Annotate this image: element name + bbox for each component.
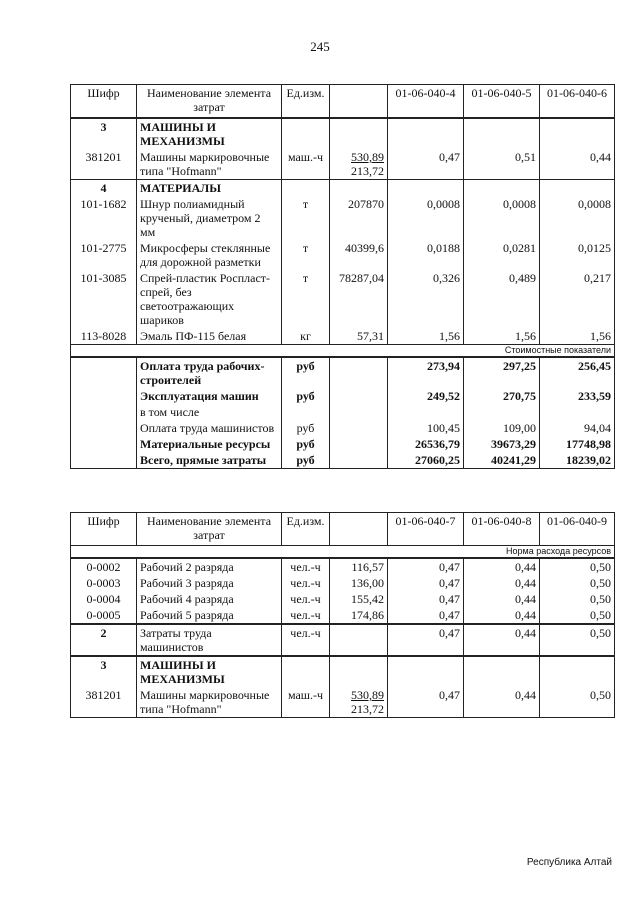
section-title: МАШИНЫ И МЕХАНИЗМЫ <box>137 656 282 687</box>
row-value-1: 0,47 <box>388 149 464 180</box>
row-value-2: 0,44 <box>464 558 540 575</box>
table-row <box>71 149 615 180</box>
row-name: Машины маркировочные типа "Hofmann" <box>137 149 282 180</box>
resource-table-1 <box>70 84 615 469</box>
row-name: Рабочий 2 разряда <box>137 558 282 575</box>
row-price: 136,00 <box>330 575 388 591</box>
resource-norm-label: Норма расхода ресурсов <box>71 546 615 559</box>
row-value-3: 0,50 <box>540 687 615 718</box>
row-value-2: 0,44 <box>464 575 540 591</box>
summary-name: Всего, прямые затраты <box>137 452 282 469</box>
row-name: Шнур полиамидный крученый, диаметром 2 мм <box>137 196 282 240</box>
table-row <box>71 607 615 624</box>
summary-value-2: 39673,29 <box>464 436 540 452</box>
row-unit: чел.-ч <box>282 591 330 607</box>
row-value-3: 0,50 <box>540 607 615 624</box>
row-value-1: 0,47 <box>388 575 464 591</box>
section-row <box>71 180 615 197</box>
row-name: Затраты труда машинистов <box>137 624 282 656</box>
summary-unit: руб <box>282 420 330 436</box>
row-code: 0-0003 <box>71 575 137 591</box>
section-title: МАТЕРИАЛЫ <box>137 180 282 197</box>
row-unit: кг <box>282 328 330 345</box>
header-unit: Ед.изм. <box>282 513 330 546</box>
summary-unit: руб <box>282 357 330 388</box>
header-col-2: 01-06-040-5 <box>464 85 540 119</box>
row-code: 101-3085 <box>71 270 137 328</box>
section-number: 3 <box>71 118 137 149</box>
summary-value-1: 100,45 <box>388 420 464 436</box>
cost-indicators-label: Стоимостные показатели <box>71 345 615 358</box>
row-price <box>330 687 388 718</box>
row-name: Рабочий 4 разряда <box>137 591 282 607</box>
row-code: 113-8028 <box>71 328 137 345</box>
summary-value-2: 270,75 <box>464 388 540 404</box>
row-code: 381201 <box>71 149 137 180</box>
table-header-row <box>71 85 615 119</box>
row-value-1: 0,47 <box>388 591 464 607</box>
row-value-2: 1,56 <box>464 328 540 345</box>
row-value-3: 1,56 <box>540 328 615 345</box>
row-price: 174,86 <box>330 607 388 624</box>
summary-value-1: 249,52 <box>388 388 464 404</box>
row-value-3: 0,50 <box>540 575 615 591</box>
summary-value-3: 18239,02 <box>540 452 615 469</box>
row-value-1: 0,326 <box>388 270 464 328</box>
row-value-1: 0,47 <box>388 624 464 656</box>
summary-unit: руб <box>282 452 330 469</box>
summary-unit: руб <box>282 436 330 452</box>
row-code: 0-0005 <box>71 607 137 624</box>
header-price <box>330 513 388 546</box>
section-number: 3 <box>71 656 137 687</box>
row-value-1: 0,47 <box>388 607 464 624</box>
summary-name: в том числе <box>137 404 282 420</box>
summary-row <box>71 404 615 420</box>
row-name: Эмаль ПФ-115 белая <box>137 328 282 345</box>
row-name: Спрей-пластик Роспласт-спрей, без светоотражающих шариков <box>137 270 282 328</box>
summary-row <box>71 357 615 388</box>
row-value-2: 0,489 <box>464 270 540 328</box>
row-code: 0-0002 <box>71 558 137 575</box>
row-unit: т <box>282 270 330 328</box>
table-row <box>71 575 615 591</box>
row-value-2: 0,51 <box>464 149 540 180</box>
summary-value-3: 256,45 <box>540 357 615 388</box>
row-price <box>330 149 388 180</box>
footer-region: Республика Алтай <box>526 857 612 868</box>
row-code: 2 <box>71 624 137 656</box>
row-value-3: 0,217 <box>540 270 615 328</box>
summary-unit: руб <box>282 388 330 404</box>
summary-value-1: 26536,79 <box>388 436 464 452</box>
row-value-1: 0,0008 <box>388 196 464 240</box>
row-value-3: 0,0125 <box>540 240 615 270</box>
row-price: 78287,04 <box>330 270 388 328</box>
row-name: Рабочий 3 разряда <box>137 575 282 591</box>
summary-value-2: 109,00 <box>464 420 540 436</box>
row-unit: чел.-ч <box>282 607 330 624</box>
table-row <box>71 270 615 328</box>
summary-row <box>71 452 615 469</box>
row-value-3: 0,50 <box>540 558 615 575</box>
row-value-2: 0,0281 <box>464 240 540 270</box>
summary-name: Эксплуатация машин <box>137 388 282 404</box>
row-value-1: 1,56 <box>388 328 464 345</box>
resource-table-2 <box>70 512 615 718</box>
row-price: 116,57 <box>330 558 388 575</box>
header-col-1: 01-06-040-4 <box>388 85 464 119</box>
row-unit: чел.-ч <box>282 575 330 591</box>
table-row <box>71 687 615 718</box>
row-price: 40399,6 <box>330 240 388 270</box>
summary-value-1: 273,94 <box>388 357 464 388</box>
subheader-row <box>71 345 615 358</box>
row-code: 101-1682 <box>71 196 137 240</box>
row-name: Рабочий 5 разряда <box>137 607 282 624</box>
header-col-1: 01-06-040-7 <box>388 513 464 546</box>
subheader-row <box>71 546 615 559</box>
header-name: Наименование элемента затрат <box>137 85 282 119</box>
row-value-1: 0,0188 <box>388 240 464 270</box>
row-unit: т <box>282 196 330 240</box>
row-price: 155,42 <box>330 591 388 607</box>
page-number: 245 <box>310 39 330 54</box>
summary-name: Оплата труда рабочих-строителей <box>137 357 282 388</box>
table-row <box>71 591 615 607</box>
row-price-top: 530,89 <box>351 150 384 164</box>
table-row <box>71 624 615 656</box>
table-row <box>71 196 615 240</box>
row-value-2: 0,44 <box>464 624 540 656</box>
row-value-3: 0,44 <box>540 149 615 180</box>
row-price-bottom: 213,72 <box>351 702 384 716</box>
header-code: Шифр <box>71 513 137 546</box>
row-price: 57,31 <box>330 328 388 345</box>
header-unit: Ед.изм. <box>282 85 330 119</box>
row-code: 101-2775 <box>71 240 137 270</box>
summary-name: Материальные ресурсы <box>137 436 282 452</box>
header-col-3: 01-06-040-6 <box>540 85 615 119</box>
row-value-2: 0,44 <box>464 607 540 624</box>
header-col-3: 01-06-040-9 <box>540 513 615 546</box>
row-unit: маш.-ч <box>282 687 330 718</box>
row-value-3: 0,50 <box>540 591 615 607</box>
summary-value-3: 94,04 <box>540 420 615 436</box>
summary-value-2: 297,25 <box>464 357 540 388</box>
summary-value-2: 40241,29 <box>464 452 540 469</box>
row-value-3: 0,50 <box>540 624 615 656</box>
row-unit: т <box>282 240 330 270</box>
row-name: Машины маркировочные типа "Hofmann" <box>137 687 282 718</box>
table-header-row <box>71 513 615 546</box>
section-row <box>71 118 615 149</box>
section-row <box>71 656 615 687</box>
summary-name: Оплата труда машинистов <box>137 420 282 436</box>
row-value-1: 0,47 <box>388 558 464 575</box>
row-value-3: 0,0008 <box>540 196 615 240</box>
summary-row <box>71 388 615 404</box>
row-value-2: 0,44 <box>464 687 540 718</box>
row-value-1: 0,47 <box>388 687 464 718</box>
row-code: 0-0004 <box>71 591 137 607</box>
summary-row <box>71 436 615 452</box>
row-value-2: 0,0008 <box>464 196 540 240</box>
summary-value-3: 233,59 <box>540 388 615 404</box>
section-title: МАШИНЫ И МЕХАНИЗМЫ <box>137 118 282 149</box>
row-unit: маш.-ч <box>282 149 330 180</box>
row-price-top: 530,89 <box>351 688 384 702</box>
row-unit: чел.-ч <box>282 558 330 575</box>
summary-value-3: 17748,98 <box>540 436 615 452</box>
row-code: 381201 <box>71 687 137 718</box>
header-name: Наименование элемента затрат <box>137 513 282 546</box>
header-code: Шифр <box>71 85 137 119</box>
table-row <box>71 558 615 575</box>
row-name: Микросферы стеклянные для дорожной разметки <box>137 240 282 270</box>
row-price-bottom: 213,72 <box>351 164 384 178</box>
header-price <box>330 85 388 119</box>
section-number: 4 <box>71 180 137 197</box>
table-row <box>71 240 615 270</box>
row-unit: чел.-ч <box>282 624 330 656</box>
row-value-2: 0,44 <box>464 591 540 607</box>
header-col-2: 01-06-040-8 <box>464 513 540 546</box>
summary-row <box>71 420 615 436</box>
summary-value-1: 27060,25 <box>388 452 464 469</box>
table-row <box>71 328 615 345</box>
row-price: 207870 <box>330 196 388 240</box>
